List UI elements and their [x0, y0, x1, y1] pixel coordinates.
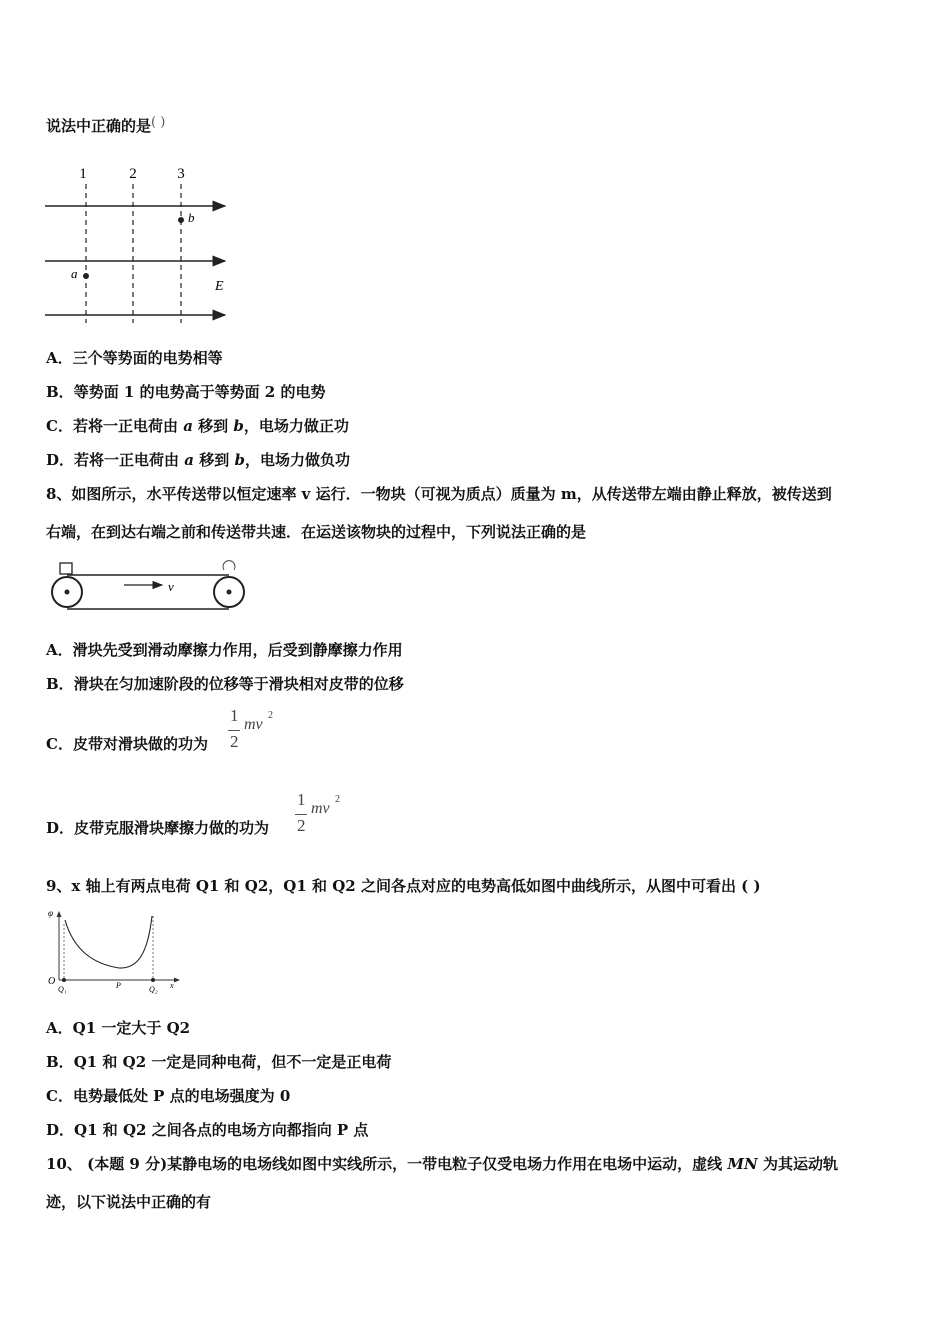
origin-label: O: [48, 976, 56, 987]
rotation-arrow: [223, 561, 235, 570]
line-label-2: 2: [129, 166, 137, 182]
q9-option-d[interactable]: D．Q1 和 Q2 之间各点的电场方向都指向 P 点: [46, 1121, 369, 1139]
q2-dot: [151, 978, 155, 982]
potential-graph: [44, 906, 184, 994]
q1-dot: [62, 978, 66, 982]
right-axle: [227, 590, 232, 595]
q7-option-d[interactable]: D．若将一正电荷由 a 移到 b，电场力做负功: [46, 451, 350, 469]
left-axle: [65, 590, 70, 595]
q10-stem-line2: 迹，以下说法中正确的有: [46, 1193, 212, 1211]
label-E: E: [215, 279, 224, 294]
q8-option-a[interactable]: A．滑块先受到滑动摩擦力作用，后受到静摩擦力作用: [46, 641, 403, 659]
q8-option-c[interactable]: C．皮带对滑块做的功为: [46, 735, 208, 753]
formula-half-mv2-c: 1 2 mv 2: [230, 706, 273, 751]
velocity-label: v: [168, 579, 174, 594]
q7-option-a[interactable]: A．三个等势面的电势相等: [46, 349, 223, 367]
potential-curve: [65, 916, 152, 968]
point-b: [178, 217, 184, 223]
answer-paren: ( ): [151, 115, 166, 130]
phi-label: φ: [48, 908, 53, 918]
q1-label: Q₁: [58, 985, 67, 994]
q9-option-b[interactable]: B．Q1 和 Q2 一定是同种电荷，但不一定是正电荷: [46, 1053, 392, 1071]
line-label-3: 3: [177, 166, 185, 182]
q9-option-c[interactable]: C．电势最低处 P 点的电场强度为 0: [46, 1087, 291, 1105]
block: [60, 563, 72, 574]
line-label-1: 1: [79, 166, 87, 182]
q10-stem-line1: 10、 (本题 9 分)某静电场的电场线如图中实线所示，一带电粒子仅受电场力作用在电场中运动，虚线 MN 为其运动轨: [46, 1155, 838, 1173]
q7-option-c[interactable]: C．若将一正电荷由 a 移到 b，电场力做正功: [46, 417, 349, 435]
point-a: [83, 273, 89, 279]
q2-label: Q₂: [149, 985, 158, 994]
label-b: b: [188, 210, 195, 225]
q9-stem: 9、x 轴上有两点电荷 Q1 和 Q2，Q1 和 Q2 之间各点对应的电势高低如图中曲线所示，从图中可看出 ( ): [46, 877, 761, 895]
q8-option-b[interactable]: B．滑块在匀加速阶段的位移等于滑块相对皮带的位移: [46, 675, 404, 693]
q9-option-a[interactable]: A．Q1 一定大于 Q2: [46, 1019, 191, 1037]
equipotential-figure: [40, 158, 240, 328]
formula-half-mv2-d: 1 2 mv 2: [297, 790, 340, 835]
p-label: P: [116, 981, 121, 990]
q7-option-b[interactable]: B．等势面 1 的电势高于等势面 2 的电势: [46, 383, 326, 401]
conveyor-figure: [46, 560, 251, 616]
x-label: x: [170, 981, 174, 990]
label-a: a: [71, 266, 78, 281]
q8-stem-line1: 8、如图所示，水平传送带以恒定速率 v 运行．一物块（可视为质点）质量为 m，从传送带左端由静止释放，被传送到: [46, 485, 832, 503]
q8-option-d[interactable]: D．皮带克服滑块摩擦力做的功为: [46, 819, 270, 837]
q7-stem: 说法中正确的是( ): [46, 115, 166, 135]
q8-stem-line2: 右端，在到达右端之前和传送带共速．在运送该物块的过程中，下列说法正确的是: [46, 523, 587, 541]
